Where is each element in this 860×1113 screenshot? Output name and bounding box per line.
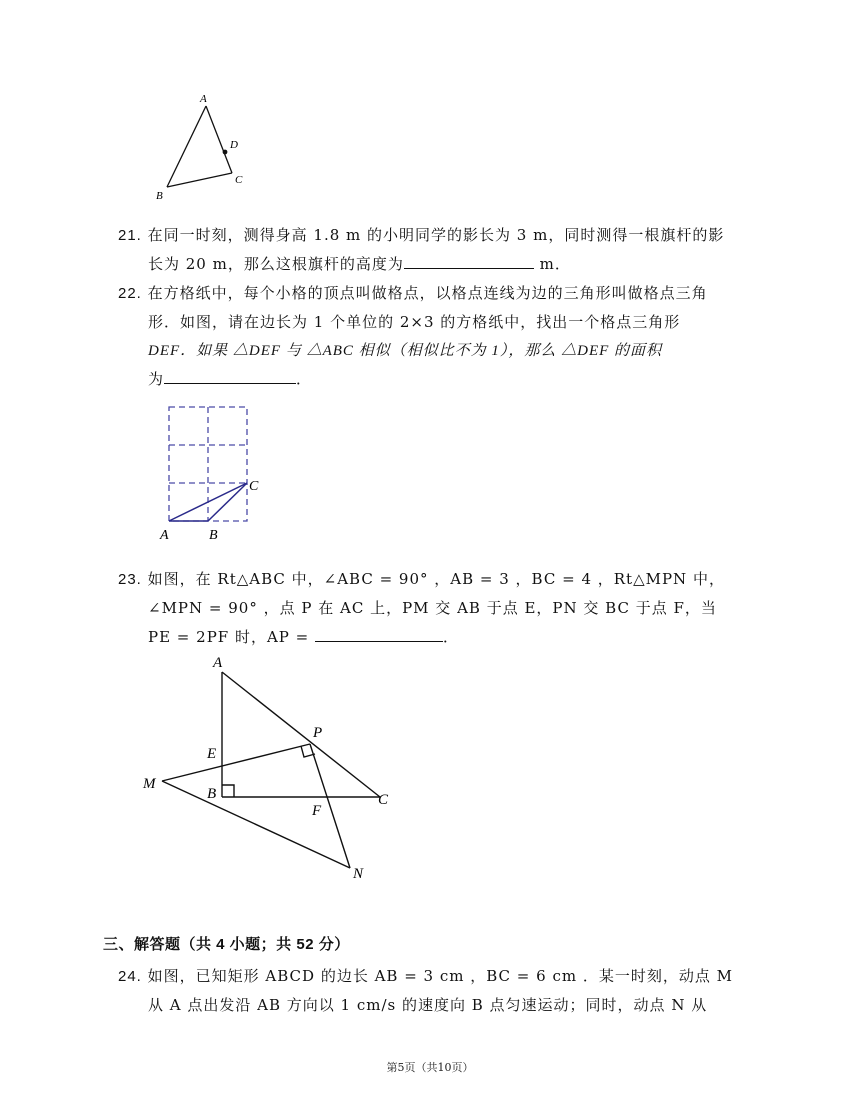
q22-answer-blank[interactable] — [164, 369, 296, 384]
label-d: D — [230, 139, 238, 151]
label-p: P — [313, 725, 323, 741]
grid-label-b: B — [209, 528, 218, 543]
section3-title: 三、解答题（共 4 小题；共 52 分） — [103, 936, 350, 953]
q23-answer-blank[interactable] — [315, 627, 443, 642]
q24-line2: 从 A 点出发沿 AB 方向以 1 cm/s 的速度向 B 点匀速运动；同时，动点 N 从 — [148, 996, 708, 1014]
page-footer: 第5页（共10页） — [386, 1061, 474, 1074]
q21-line2: 长为 20 m，那么这根旗杆的高度为 m． — [148, 255, 571, 273]
label-m: M — [143, 776, 156, 792]
label-b: B — [207, 786, 217, 802]
q24-number: 24. — [118, 968, 142, 985]
q24-line1: 24. 如图，已知矩形 ABCD 的边长 AB = 3 cm ，BC = 6 cm ．某一时刻，动点 M — [118, 967, 733, 985]
q21-number: 21. — [118, 227, 142, 244]
q21-line1: 21. 在同一时刻，测得身高 1.8 m 的小明同学的影长为 3 m，同时测得一根旗杆的影 — [118, 226, 725, 244]
figure-triangles-abc-mpn — [135, 650, 395, 885]
label-a: A — [213, 655, 223, 671]
q21-answer-blank[interactable] — [404, 254, 534, 269]
q22-line2: 形．如图，请在边长为 1 个单位的 2×3 的方格纸中，找出一个格点三角形 — [148, 313, 681, 331]
q22-number: 22. — [118, 285, 142, 302]
q22-line4: 为 ． — [148, 370, 313, 388]
q23-number: 23. — [118, 571, 142, 588]
q23-line1: 23. 如图，在 Rt△ABC 中，∠ABC = 90° ，AB = 3 ，BC = 4 ，Rt△MPN 中， — [118, 570, 725, 588]
label-f: F — [312, 803, 322, 819]
label-e: E — [207, 746, 217, 762]
q23-line3: PE = 2PF 时，AP = ． — [148, 628, 460, 646]
grid-label-c: C — [249, 479, 259, 494]
q23-line2: ∠MPN = 90° ，点 P 在 AC 上，PM 交 AB 于点 E，PN 交 BC 于点 F，当 — [148, 599, 717, 617]
figure-grid-triangle — [155, 398, 275, 546]
label-c: C — [235, 174, 243, 186]
figure-triangle-abd — [150, 90, 260, 205]
label-b: B — [156, 190, 163, 202]
q22-line1: 22. 在方格纸中，每个小格的顶点叫做格点，以格点连线为边的三角形叫做格点三角 — [118, 284, 708, 302]
label-a: A — [200, 93, 207, 105]
q22-line3: DEF．如果 △DEF 与 △ABC 相似（相似比不为 1），那么 △DEF 的面积 — [148, 343, 663, 359]
label-c: C — [378, 792, 389, 808]
label-n: N — [353, 866, 364, 882]
grid-label-a: A — [160, 528, 169, 543]
